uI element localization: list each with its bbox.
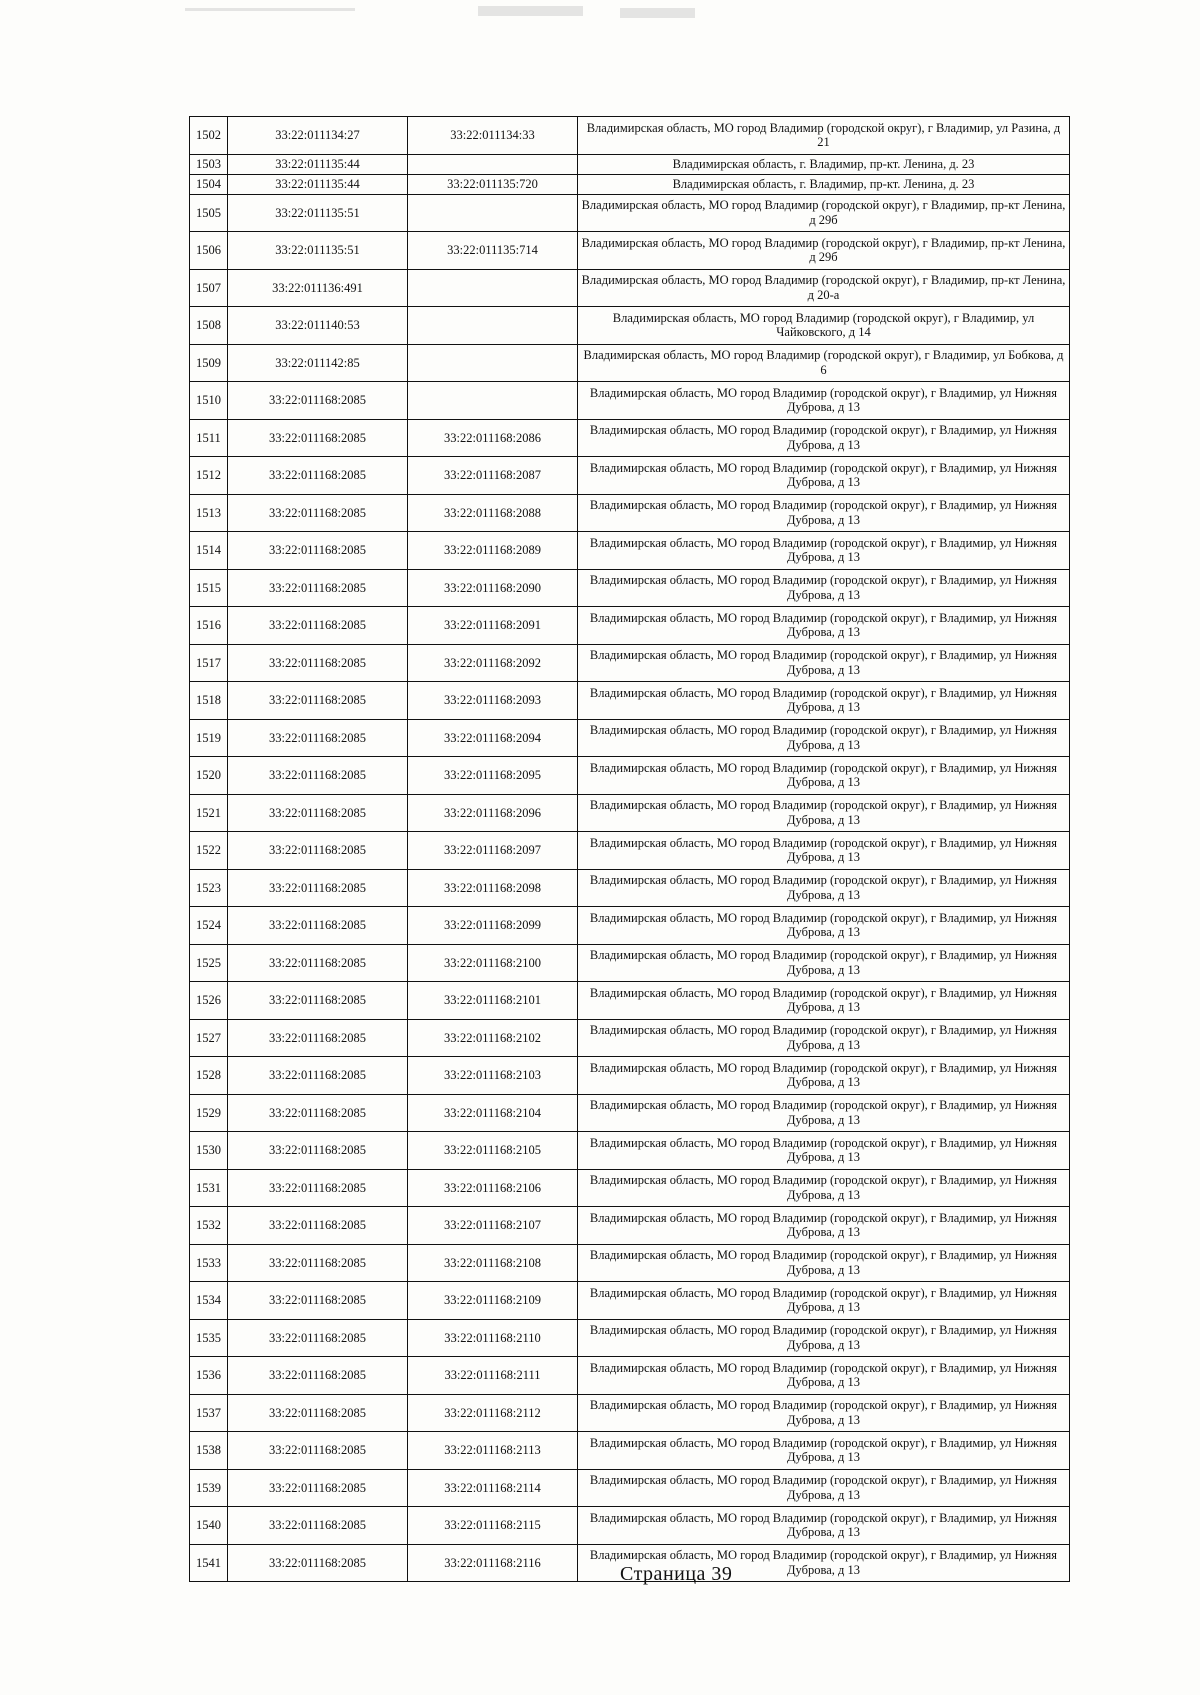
table-row (190, 944, 1070, 982)
address-cell: Владимирская область, МО город Владимир (городской округ), г Владимир, пр-кт Ленина, д 29б (578, 232, 1070, 270)
child-cadastral-number: 33:22:011168:2089 (408, 532, 578, 570)
address-cell: Владимирская область, МО город Владимир (городской округ), г Владимир, ул Нижняя Дуброва, д 13 (578, 907, 1070, 945)
parent-cadastral-number: 33:22:011168:2085 (228, 944, 408, 982)
child-cadastral-number (408, 194, 578, 232)
row-number: 1529 (190, 1094, 228, 1132)
table-row (190, 1057, 1070, 1095)
parent-cadastral-number: 33:22:011168:2085 (228, 1094, 408, 1132)
table-row (190, 419, 1070, 457)
parent-cadastral-number: 33:22:011168:2085 (228, 532, 408, 570)
table-row (190, 607, 1070, 645)
parent-cadastral-number: 33:22:011168:2085 (228, 1132, 408, 1170)
child-cadastral-number (408, 382, 578, 420)
row-number: 1534 (190, 1282, 228, 1320)
child-cadastral-number: 33:22:011168:2110 (408, 1319, 578, 1357)
table-row (190, 982, 1070, 1020)
parent-cadastral-number: 33:22:011168:2085 (228, 757, 408, 795)
parent-cadastral-number: 33:22:011168:2085 (228, 382, 408, 420)
table-row (190, 174, 1070, 194)
row-number: 1519 (190, 719, 228, 757)
row-number: 1522 (190, 832, 228, 870)
page-footer-label: Страница 39 (620, 1563, 733, 1585)
address-cell: Владимирская область, МО город Владимир (городской округ), г Владимир, ул Нижняя Дуброва, д 13 (578, 1394, 1070, 1432)
address-cell: Владимирская область, МО город Владимир (городской округ), г Владимир, ул Нижняя Дуброва, д 13 (578, 1507, 1070, 1545)
address-cell: Владимирская область, МО город Владимир (городской округ), г Владимир, ул Нижняя Дуброва, д 13 (578, 1057, 1070, 1095)
parent-cadastral-number: 33:22:011168:2085 (228, 1319, 408, 1357)
address-cell: Владимирская область, МО город Владимир (городской округ), г Владимир, ул Нижняя Дуброва, д 13 (578, 982, 1070, 1020)
parent-cadastral-number: 33:22:011140:53 (228, 307, 408, 345)
parent-cadastral-number: 33:22:011168:2085 (228, 1394, 408, 1432)
address-cell: Владимирская область, МО город Владимир (городской округ), г Владимир, пр-кт Ленина, д 20-а (578, 269, 1070, 307)
table-row (190, 644, 1070, 682)
row-number: 1506 (190, 232, 228, 270)
row-number: 1532 (190, 1207, 228, 1245)
parent-cadastral-number: 33:22:011168:2085 (228, 719, 408, 757)
row-number: 1510 (190, 382, 228, 420)
parent-cadastral-number: 33:22:011136:491 (228, 269, 408, 307)
address-cell: Владимирская область, МО город Владимир (городской округ), г Владимир, ул Нижняя Дуброва, д 13 (578, 944, 1070, 982)
row-number: 1511 (190, 419, 228, 457)
address-cell: Владимирская область, МО город Владимир (городской округ), г Владимир, ул Нижняя Дуброва, д 13 (578, 532, 1070, 570)
address-cell: Владимирская область, г. Владимир, пр-кт. Ленина, д. 23 (578, 174, 1070, 194)
address-cell: Владимирская область, МО город Владимир (городской округ), г Владимир, ул Нижняя Дуброва, д 13 (578, 1544, 1070, 1582)
parent-cadastral-number: 33:22:011142:85 (228, 344, 408, 382)
address-cell: Владимирская область, МО город Владимир (городской округ), г Владимир, ул Нижняя Дуброва, д 13 (578, 1282, 1070, 1320)
row-number: 1515 (190, 569, 228, 607)
address-cell: Владимирская область, МО город Владимир (городской округ), г Владимир, ул Нижняя Дуброва, д 13 (578, 719, 1070, 757)
table-row (190, 1432, 1070, 1470)
child-cadastral-number: 33:22:011168:2098 (408, 869, 578, 907)
child-cadastral-number: 33:22:011168:2115 (408, 1507, 578, 1545)
table-row (190, 494, 1070, 532)
table-row (190, 907, 1070, 945)
parent-cadastral-number: 33:22:011168:2085 (228, 1057, 408, 1095)
child-cadastral-number: 33:22:011168:2088 (408, 494, 578, 532)
parent-cadastral-number: 33:22:011135:51 (228, 232, 408, 270)
row-number: 1524 (190, 907, 228, 945)
parent-cadastral-number: 33:22:011168:2085 (228, 1469, 408, 1507)
child-cadastral-number: 33:22:011168:2105 (408, 1132, 578, 1170)
address-cell: Владимирская область, МО город Владимир (городской округ), г Владимир, ул Нижняя Дуброва, д 13 (578, 569, 1070, 607)
address-cell: Владимирская область, МО город Владимир (городской округ), г Владимир, ул Нижняя Дуброва, д 13 (578, 1132, 1070, 1170)
address-cell: Владимирская область, МО город Владимир (городской округ), г Владимир, пр-кт Ленина, д 29б (578, 194, 1070, 232)
table-row (190, 1469, 1070, 1507)
address-cell: Владимирская область, МО город Владимир (городской округ), г Владимир, ул Бобкова, д 6 (578, 344, 1070, 382)
address-cell: Владимирская область, МО город Владимир (городской округ), г Владимир, ул Нижняя Дуброва, д 13 (578, 1432, 1070, 1470)
table-row (190, 307, 1070, 345)
parent-cadastral-number: 33:22:011168:2085 (228, 1357, 408, 1395)
row-number: 1521 (190, 794, 228, 832)
row-number: 1517 (190, 644, 228, 682)
child-cadastral-number: 33:22:011168:2107 (408, 1207, 578, 1245)
address-cell: Владимирская область, МО город Владимир (городской округ), г Владимир, ул Разина, д 21 (578, 117, 1070, 155)
table-row (190, 117, 1070, 155)
row-number: 1513 (190, 494, 228, 532)
address-cell: Владимирская область, МО город Владимир (городской округ), г Владимир, ул Нижняя Дуброва, д 13 (578, 869, 1070, 907)
address-cell: Владимирская область, МО город Владимир (городской округ), г Владимир, ул Нижняя Дуброва, д 13 (578, 419, 1070, 457)
scan-artifact-left (185, 8, 355, 11)
child-cadastral-number: 33:22:011168:2099 (408, 907, 578, 945)
table-row (190, 154, 1070, 174)
row-number: 1530 (190, 1132, 228, 1170)
address-cell: Владимирская область, МО город Владимир (городской округ), г Владимир, ул Нижняя Дуброва, д 13 (578, 1357, 1070, 1395)
table-row (190, 1507, 1070, 1545)
address-cell: Владимирская область, МО город Владимир (городской округ), г Владимир, ул Нижняя Дуброва, д 13 (578, 1094, 1070, 1132)
table-row (190, 1169, 1070, 1207)
child-cadastral-number: 33:22:011135:714 (408, 232, 578, 270)
parent-cadastral-number: 33:22:011168:2085 (228, 794, 408, 832)
parent-cadastral-number: 33:22:011168:2085 (228, 1282, 408, 1320)
table-row (190, 1357, 1070, 1395)
table-row (190, 1207, 1070, 1245)
child-cadastral-number: 33:22:011168:2104 (408, 1094, 578, 1132)
child-cadastral-number: 33:22:011168:2108 (408, 1244, 578, 1282)
parent-cadastral-number: 33:22:011168:2085 (228, 644, 408, 682)
address-cell: Владимирская область, МО город Владимир (городской округ), г Владимир, ул Нижняя Дуброва, д 13 (578, 682, 1070, 720)
table-row (190, 1094, 1070, 1132)
parent-cadastral-number: 33:22:011135:44 (228, 174, 408, 194)
cadastral-table (189, 116, 1070, 1582)
parent-cadastral-number: 33:22:011168:2085 (228, 1169, 408, 1207)
child-cadastral-number: 33:22:011168:2087 (408, 457, 578, 495)
address-cell: Владимирская область, МО город Владимир (городской округ), г Владимир, ул Нижняя Дуброва, д 13 (578, 1169, 1070, 1207)
table-row (190, 194, 1070, 232)
address-cell: Владимирская область, МО город Владимир (городской округ), г Владимир, ул Нижняя Дуброва, д 13 (578, 382, 1070, 420)
address-cell: Владимирская область, МО город Владимир (городской округ), г Владимир, ул Нижняя Дуброва, д 13 (578, 794, 1070, 832)
parent-cadastral-number: 33:22:011168:2085 (228, 682, 408, 720)
child-cadastral-number: 33:22:011168:2116 (408, 1544, 578, 1582)
row-number: 1541 (190, 1544, 228, 1582)
row-number: 1528 (190, 1057, 228, 1095)
child-cadastral-number: 33:22:011168:2100 (408, 944, 578, 982)
parent-cadastral-number: 33:22:011168:2085 (228, 1019, 408, 1057)
table-row (190, 1319, 1070, 1357)
row-number: 1505 (190, 194, 228, 232)
parent-cadastral-number: 33:22:011168:2085 (228, 1207, 408, 1245)
child-cadastral-number: 33:22:011168:2112 (408, 1394, 578, 1432)
parent-cadastral-number: 33:22:011168:2085 (228, 607, 408, 645)
table-row (190, 719, 1070, 757)
address-cell: Владимирская область, МО город Владимир (городской округ), г Владимир, ул Нижняя Дуброва, д 13 (578, 644, 1070, 682)
row-number: 1531 (190, 1169, 228, 1207)
address-cell: Владимирская область, МО город Владимир (городской округ), г Владимир, ул Нижняя Дуброва, д 13 (578, 457, 1070, 495)
parent-cadastral-number: 33:22:011168:2085 (228, 457, 408, 495)
scan-artifact-right (620, 8, 695, 18)
parent-cadastral-number: 33:22:011168:2085 (228, 1432, 408, 1470)
address-cell: Владимирская область, МО город Владимир (городской округ), г Владимир, ул Нижняя Дуброва, д 13 (578, 1244, 1070, 1282)
child-cadastral-number: 33:22:011168:2096 (408, 794, 578, 832)
table-row (190, 269, 1070, 307)
table-row (190, 794, 1070, 832)
table-row (190, 232, 1070, 270)
table-row (190, 569, 1070, 607)
row-number: 1538 (190, 1432, 228, 1470)
child-cadastral-number: 33:22:011168:2097 (408, 832, 578, 870)
row-number: 1523 (190, 869, 228, 907)
child-cadastral-number: 33:22:011134:33 (408, 117, 578, 155)
table-row (190, 344, 1070, 382)
row-number: 1509 (190, 344, 228, 382)
child-cadastral-number: 33:22:011168:2103 (408, 1057, 578, 1095)
parent-cadastral-number: 33:22:011135:51 (228, 194, 408, 232)
parent-cadastral-number: 33:22:011168:2085 (228, 982, 408, 1020)
table-row (190, 382, 1070, 420)
child-cadastral-number: 33:22:011168:2114 (408, 1469, 578, 1507)
child-cadastral-number: 33:22:011168:2090 (408, 569, 578, 607)
row-number: 1503 (190, 154, 228, 174)
row-number: 1527 (190, 1019, 228, 1057)
child-cadastral-number: 33:22:011168:2113 (408, 1432, 578, 1470)
child-cadastral-number (408, 154, 578, 174)
table-body (190, 117, 1070, 1582)
address-cell: Владимирская область, МО город Владимир (городской округ), г Владимир, ул Нижняя Дуброва, д 13 (578, 494, 1070, 532)
address-cell: Владимирская область, МО город Владимир (городской округ), г Владимир, ул Нижняя Дуброва, д 13 (578, 757, 1070, 795)
row-number: 1526 (190, 982, 228, 1020)
parent-cadastral-number: 33:22:011168:2085 (228, 1507, 408, 1545)
parent-cadastral-number: 33:22:011168:2085 (228, 907, 408, 945)
child-cadastral-number: 33:22:011168:2101 (408, 982, 578, 1020)
row-number: 1514 (190, 532, 228, 570)
table-row (190, 1282, 1070, 1320)
row-number: 1533 (190, 1244, 228, 1282)
row-number: 1508 (190, 307, 228, 345)
row-number: 1518 (190, 682, 228, 720)
row-number: 1507 (190, 269, 228, 307)
child-cadastral-number (408, 269, 578, 307)
address-cell: Владимирская область, МО город Владимир (городской округ), г Владимир, ул Нижняя Дуброва, д 13 (578, 1469, 1070, 1507)
row-number: 1540 (190, 1507, 228, 1545)
address-cell: Владимирская область, МО город Владимир (городской округ), г Владимир, ул Чайковского, д 14 (578, 307, 1070, 345)
child-cadastral-number: 33:22:011168:2094 (408, 719, 578, 757)
child-cadastral-number: 33:22:011168:2092 (408, 644, 578, 682)
row-number: 1516 (190, 607, 228, 645)
table-row (190, 869, 1070, 907)
parent-cadastral-number: 33:22:011168:2085 (228, 869, 408, 907)
parent-cadastral-number: 33:22:011134:27 (228, 117, 408, 155)
table-row (190, 1019, 1070, 1057)
child-cadastral-number: 33:22:011168:2095 (408, 757, 578, 795)
parent-cadastral-number: 33:22:011168:2085 (228, 1544, 408, 1582)
row-number: 1520 (190, 757, 228, 795)
row-number: 1536 (190, 1357, 228, 1395)
row-number: 1512 (190, 457, 228, 495)
address-cell: Владимирская область, МО город Владимир (городской округ), г Владимир, ул Нижняя Дуброва, д 13 (578, 1319, 1070, 1357)
address-cell: Владимирская область, г. Владимир, пр-кт. Ленина, д. 23 (578, 154, 1070, 174)
child-cadastral-number: 33:22:011168:2106 (408, 1169, 578, 1207)
table-row (190, 457, 1070, 495)
child-cadastral-number: 33:22:011168:2102 (408, 1019, 578, 1057)
table-row (190, 532, 1070, 570)
parent-cadastral-number: 33:22:011168:2085 (228, 494, 408, 532)
scan-artifact-center (478, 6, 583, 16)
parent-cadastral-number: 33:22:011168:2085 (228, 832, 408, 870)
table-row (190, 1394, 1070, 1432)
child-cadastral-number: 33:22:011168:2111 (408, 1357, 578, 1395)
parent-cadastral-number: 33:22:011135:44 (228, 154, 408, 174)
row-number: 1539 (190, 1469, 228, 1507)
row-number: 1537 (190, 1394, 228, 1432)
parent-cadastral-number: 33:22:011168:2085 (228, 1244, 408, 1282)
parent-cadastral-number: 33:22:011168:2085 (228, 569, 408, 607)
table-row (190, 1244, 1070, 1282)
address-cell: Владимирская область, МО город Владимир (городской округ), г Владимир, ул Нижняя Дуброва, д 13 (578, 607, 1070, 645)
child-cadastral-number (408, 344, 578, 382)
table-row (190, 832, 1070, 870)
row-number: 1535 (190, 1319, 228, 1357)
row-number: 1504 (190, 174, 228, 194)
table-row (190, 757, 1070, 795)
child-cadastral-number: 33:22:011168:2093 (408, 682, 578, 720)
address-cell: Владимирская область, МО город Владимир (городской округ), г Владимир, ул Нижняя Дуброва, д 13 (578, 1207, 1070, 1245)
address-cell: Владимирская область, МО город Владимир (городской округ), г Владимир, ул Нижняя Дуброва, д 13 (578, 1019, 1070, 1057)
table-row (190, 1132, 1070, 1170)
child-cadastral-number: 33:22:011168:2086 (408, 419, 578, 457)
child-cadastral-number: 33:22:011168:2109 (408, 1282, 578, 1320)
table-row (190, 682, 1070, 720)
child-cadastral-number (408, 307, 578, 345)
row-number: 1502 (190, 117, 228, 155)
child-cadastral-number: 33:22:011168:2091 (408, 607, 578, 645)
row-number: 1525 (190, 944, 228, 982)
address-cell: Владимирская область, МО город Владимир (городской округ), г Владимир, ул Нижняя Дуброва, д 13 (578, 832, 1070, 870)
parent-cadastral-number: 33:22:011168:2085 (228, 419, 408, 457)
child-cadastral-number: 33:22:011135:720 (408, 174, 578, 194)
